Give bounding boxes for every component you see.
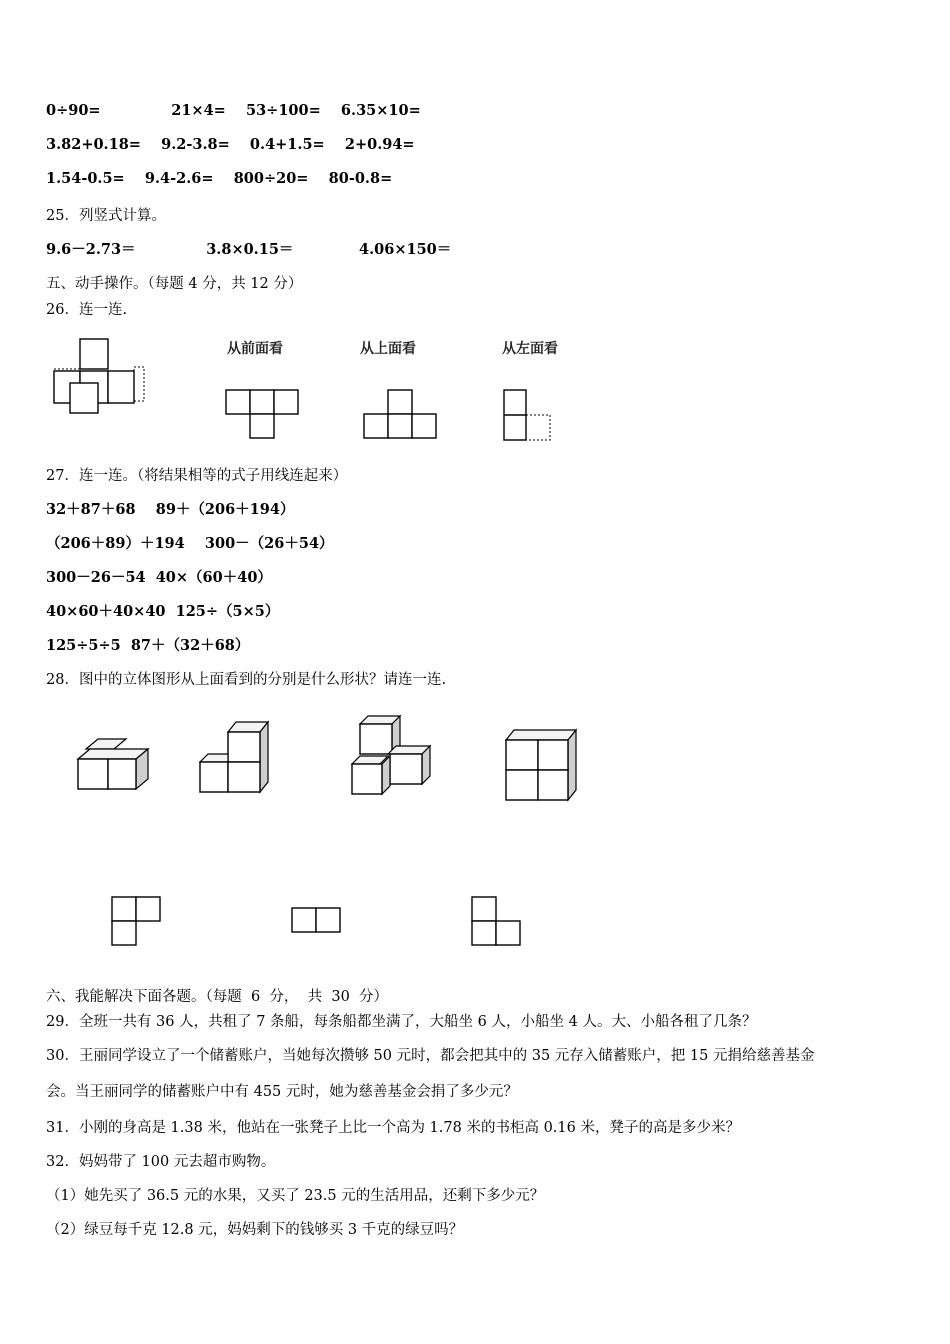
q32-title: 32．妈妈带了 100 元去超市购物。 (46, 1154, 276, 1170)
q25-expressions: 9.6－2.73＝ 3.8×0.15＝ 4.06×150＝ (46, 241, 452, 258)
q26-title: 26．连一连. (46, 302, 128, 318)
q26-label-left: 从左面看 (502, 341, 558, 357)
q30-text-line-1: 30．王丽同学设立了一个储蓄账户，当她每次攒够 50 元时，都会把其中的 35 元存入储蓄账户，把 15 元捐给慈善基金 (46, 1048, 815, 1064)
q26-solid-figure (50, 335, 150, 417)
q28-solid-4 (502, 726, 582, 804)
q30-text-line-2: 会。当王丽同学的储蓄账户中有 455 元时，她为慈善基金会捐了多少元？ (46, 1084, 518, 1100)
calc-line-3: 1.54-0.5= 9.4-2.6= 800÷20= 80-0.8= (46, 170, 393, 187)
q25-title: 25．列竖式计算。 (46, 208, 166, 224)
q26-front-view (222, 386, 302, 442)
q28-solid-3 (348, 712, 434, 798)
q28-top-view-2 (288, 904, 348, 936)
q32-sub1: （1）她先买了 36.5 元的水果，又买了 23.5 元的生活用品，还剩下多少元？ (46, 1188, 545, 1204)
calc-line-1: 0÷90= 21×4= 53÷100= 6.35×10= (46, 102, 421, 119)
q31-text: 31．小刚的身高是 1.38 米，他站在一张凳子上比一个高为 1.78 米的书柜高 0.16 米，凳子的高是多少米？ (46, 1120, 740, 1136)
q27-row-5: 125÷5÷5 87＋（32＋68） (46, 637, 250, 654)
section6-heading: 六、我能解决下面各题。（每题 6 分， 共 30 分） (46, 989, 389, 1005)
q27-row-3: 300－26－54 40×（60＋40） (46, 569, 272, 586)
section5-heading: 五、动手操作。（每题 4 分，共 12 分） (46, 276, 303, 292)
q32-sub2: （2）绿豆每千克 12.8 元，妈妈剩下的钱够买 3 千克的绿豆吗？ (46, 1222, 464, 1238)
q28-top-view-3 (468, 893, 528, 949)
q28-top-view-1 (108, 893, 168, 949)
q27-row-2: （206＋89）＋194 300－（26＋54） (46, 535, 334, 552)
q27-row-1: 32＋87＋68 89＋（206＋194） (46, 501, 295, 518)
calc-line-2: 3.82+0.18= 9.2-3.8= 0.4+1.5= 2+0.94= (46, 136, 415, 153)
q29-text: 29．全班一共有 36 人，共租了 7 条船，每条船都坐满了，大船坐 6 人，小船坐 4 人。大、小船各租了几条？ (46, 1014, 757, 1030)
q28-title: 28．图中的立体图形从上面看到的分别是什么形状？请连一连. (46, 672, 447, 688)
q26-label-top: 从上面看 (360, 341, 416, 357)
q26-left-view (500, 386, 560, 442)
q28-solid-1 (74, 735, 154, 793)
q27-title: 27．连一连。（将结果相等的式子用线连起来） (46, 468, 348, 484)
q26-top-view (360, 386, 440, 442)
q28-solid-2 (196, 718, 276, 796)
q27-row-4: 40×60＋40×40 125÷（5×5） (46, 603, 280, 620)
q26-label-front: 从前面看 (227, 341, 283, 357)
